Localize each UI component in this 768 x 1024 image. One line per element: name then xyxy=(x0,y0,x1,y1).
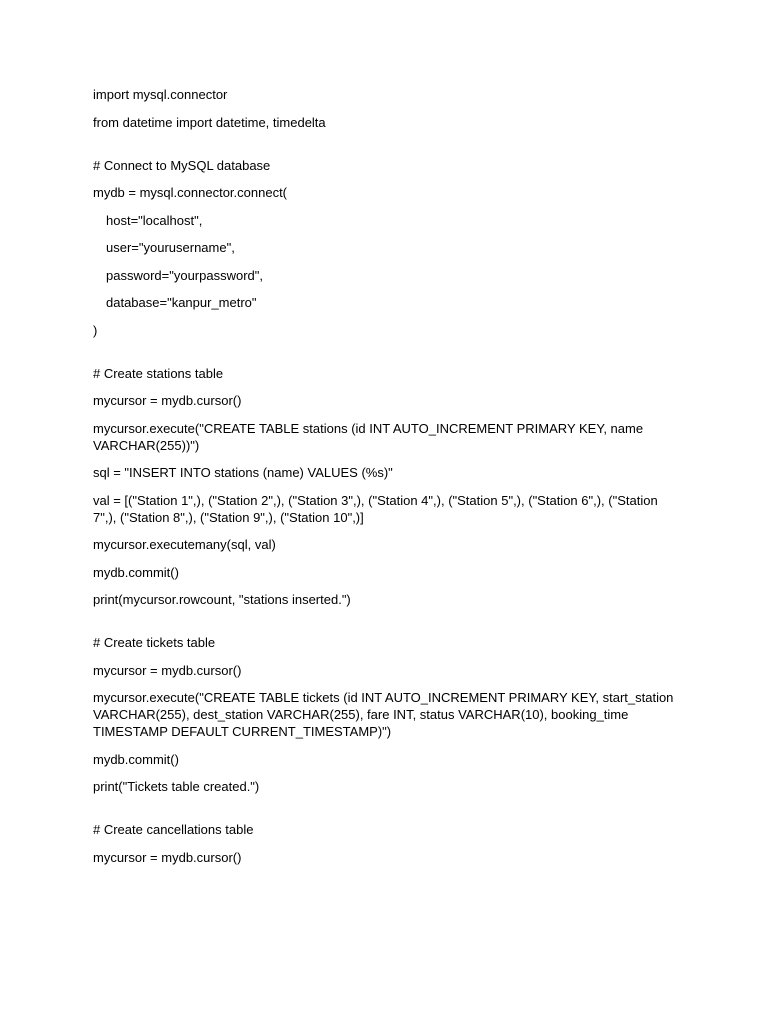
code-line: host="localhost", xyxy=(106,212,203,228)
code-line: mycursor = mydb.cursor() xyxy=(93,849,242,865)
code-line: mycursor = mydb.cursor() xyxy=(93,662,242,678)
code-line: mycursor.execute("CREATE TABLE tickets (id INT AUTO_INCREMENT PRIMARY KEY, start_station VARCHAR(255), dest_station VARCHAR(255), fare INT, status VARCHAR(10), booking_time TIMESTAMP DEFAULT CURRENT_TIMESTAMP)") xyxy=(93,690,674,739)
code-line: mycursor = mydb.cursor() xyxy=(93,393,242,408)
code-line: from datetime import datetime, timedelta xyxy=(93,114,326,130)
code-line: mydb.commit() xyxy=(93,564,179,580)
code-line: sql = "INSERT INTO stations (name) VALUES (%s)" xyxy=(93,465,393,480)
code-line: password="yourpassword", xyxy=(106,267,263,283)
code-line: print("Tickets table created.") xyxy=(93,779,260,794)
code-listing xyxy=(93,86,683,876)
code-line: user="yourusername", xyxy=(106,240,235,255)
code-line: mycursor.executemany(sql, val) xyxy=(93,537,276,552)
code-line: mydb.commit() xyxy=(93,751,179,767)
comment-line: # Create cancellations table xyxy=(93,822,254,837)
comment-line: # Create stations table xyxy=(93,365,224,381)
code-line: import mysql.connector xyxy=(93,87,228,102)
code-line: ) xyxy=(93,322,98,338)
code-line: mydb = mysql.connector.connect( xyxy=(93,185,288,200)
code-line: database="kanpur_metro" xyxy=(106,295,257,310)
code-line: print(mycursor.rowcount, "stations inserted.") xyxy=(93,592,351,607)
comment-line: # Connect to MySQL database xyxy=(93,157,271,173)
comment-line: # Create tickets table xyxy=(93,635,216,650)
code-line: mycursor.execute("CREATE TABLE stations (id INT AUTO_INCREMENT PRIMARY KEY, name VARCHAR(255))") xyxy=(93,420,644,453)
code-line: val = [("Station 1",), ("Station 2",), ("Station 3",), ("Station 4",), ("Station 5",), ("Station 6",), ("Station 7",), ("Station 8",), ("Station 9",), ("Station 10",)] xyxy=(93,492,658,525)
